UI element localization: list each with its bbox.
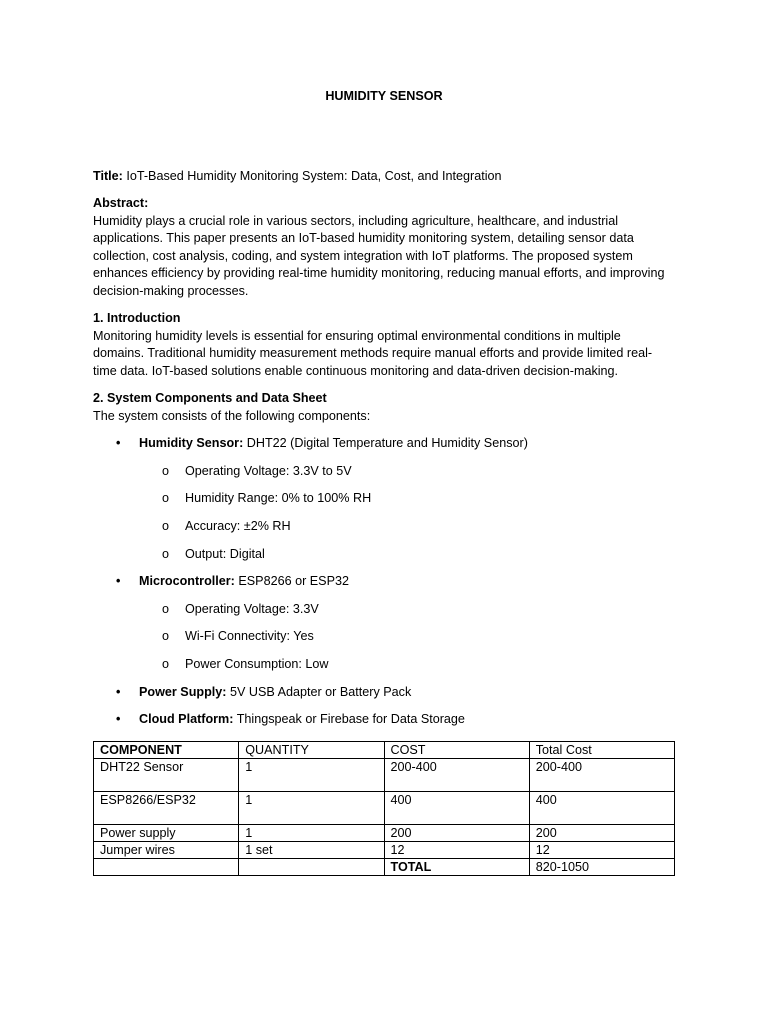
table-cell: 200-400 xyxy=(529,759,674,792)
spec-item xyxy=(139,628,675,646)
table-cell: Power supply xyxy=(94,825,239,842)
list-item xyxy=(93,573,675,673)
spec-item xyxy=(139,518,675,536)
total-value-cell: 820-1050 xyxy=(529,859,674,876)
table-row xyxy=(94,825,675,842)
table-cell: 400 xyxy=(529,792,674,825)
component-value: 5V USB Adapter or Battery Pack xyxy=(226,684,412,699)
table-cell: 12 xyxy=(529,842,674,859)
components-heading: 2. System Components and Data Sheet xyxy=(93,391,327,406)
spec-text: Operating Voltage: 3.3V xyxy=(185,601,319,616)
document-body xyxy=(93,168,675,739)
title-text: IoT-Based Humidity Monitoring System: Data, Cost, and Integration xyxy=(126,169,502,183)
spec-item xyxy=(139,463,675,481)
table-header-row xyxy=(94,742,675,759)
table-cell: 1 set xyxy=(239,842,384,859)
list-item xyxy=(93,435,675,563)
table-row xyxy=(94,792,675,825)
introduction-text: Monitoring humidity levels is essential for ensuring optimal environmental conditions in multiple domains. Traditional humidity measurement methods require manual efforts and provide limited real-time data. IoT-based solutions enable continuous monitoring and data-driven decision-making. xyxy=(93,328,653,378)
table-cell: 12 xyxy=(384,842,529,859)
spec-text: Humidity Range: 0% to 100% RH xyxy=(185,491,372,506)
table-cell: Jumper wires xyxy=(94,842,239,859)
table-cell xyxy=(239,859,384,876)
cost-table xyxy=(93,741,675,876)
spec-text: Accuracy: ±2% RH xyxy=(185,519,291,533)
bullet-icon: • xyxy=(116,712,121,727)
table-cell: 1 xyxy=(239,759,384,792)
list-item xyxy=(93,711,675,729)
table-row xyxy=(94,759,675,792)
spec-item xyxy=(139,490,675,508)
introduction-heading: 1. Introduction xyxy=(93,311,181,326)
bullet-icon: • xyxy=(116,684,121,699)
total-label-cell: TOTAL xyxy=(384,859,529,876)
title-label: Title: xyxy=(93,169,123,183)
table-cell: ESP8266/ESP32 xyxy=(94,792,239,825)
table-header-cell: COMPONENT xyxy=(94,742,239,759)
spec-text: Power Consumption: Low xyxy=(185,656,329,671)
spec-text: Operating Voltage: 3.3V to 5V xyxy=(185,463,352,478)
components-section xyxy=(93,390,675,425)
table-header-cell: QUANTITY xyxy=(239,742,384,759)
table-cell: DHT22 Sensor xyxy=(94,759,239,792)
spec-text: Wi-Fi Connectivity: Yes xyxy=(185,629,314,644)
components-list xyxy=(93,435,675,729)
table-cell: 200 xyxy=(384,825,529,842)
component-label: Power Supply: xyxy=(139,684,227,699)
table-cell xyxy=(94,859,239,876)
document-heading: HUMIDITY SENSOR xyxy=(325,89,443,103)
sub-bullet-icon: o xyxy=(162,519,170,533)
spec-item xyxy=(139,601,675,619)
component-label: Humidity Sensor: xyxy=(139,436,244,451)
spec-list xyxy=(139,601,675,674)
components-intro: The system consists of the following components: xyxy=(93,408,371,423)
sub-bullet-icon: o xyxy=(162,629,170,644)
title-paragraph xyxy=(93,168,675,186)
component-label: Cloud Platform: xyxy=(139,712,234,727)
table-cell: 1 xyxy=(239,825,384,842)
spec-item xyxy=(139,546,675,564)
table-cell: 200-400 xyxy=(384,759,529,792)
spec-item xyxy=(139,656,675,674)
sub-bullet-icon: o xyxy=(162,601,170,616)
component-value: ESP8266 or ESP32 xyxy=(234,574,349,589)
abstract-text: Humidity plays a crucial role in various sectors, including agriculture, healthcare, and industrial applications. This paper presents an IoT-based humidity monitoring system, detailing sensor data collection, cost analysis, coding, and system integration with IoT platforms. The proposed system enhances efficiency by providing real-time humidity monitoring, reducing manual efforts, and improving decision-making processes. xyxy=(93,213,665,299)
table-row xyxy=(94,842,675,859)
component-value: DHT22 (Digital Temperature and Humidity Sensor) xyxy=(243,436,528,451)
table-total-row xyxy=(94,859,675,876)
spec-list xyxy=(139,463,675,563)
sub-bullet-icon: o xyxy=(162,463,170,478)
abstract-heading: Abstract: xyxy=(93,196,149,211)
introduction-section xyxy=(93,310,675,380)
sub-bullet-icon: o xyxy=(162,491,170,506)
component-label: Microcontroller: xyxy=(139,574,235,589)
list-item xyxy=(93,684,675,702)
table-cell: 200 xyxy=(529,825,674,842)
component-value: Thingspeak or Firebase for Data Storage xyxy=(233,712,465,727)
bullet-icon: • xyxy=(116,436,121,451)
abstract-section xyxy=(93,195,675,301)
table-cell: 400 xyxy=(384,792,529,825)
bullet-icon: • xyxy=(116,574,121,589)
table-cell: 1 xyxy=(239,792,384,825)
table-header-cell: COST xyxy=(384,742,529,759)
table-header-cell: Total Cost xyxy=(529,742,674,759)
sub-bullet-icon: o xyxy=(162,656,170,671)
spec-text: Output: Digital xyxy=(185,546,265,561)
sub-bullet-icon: o xyxy=(162,546,170,561)
